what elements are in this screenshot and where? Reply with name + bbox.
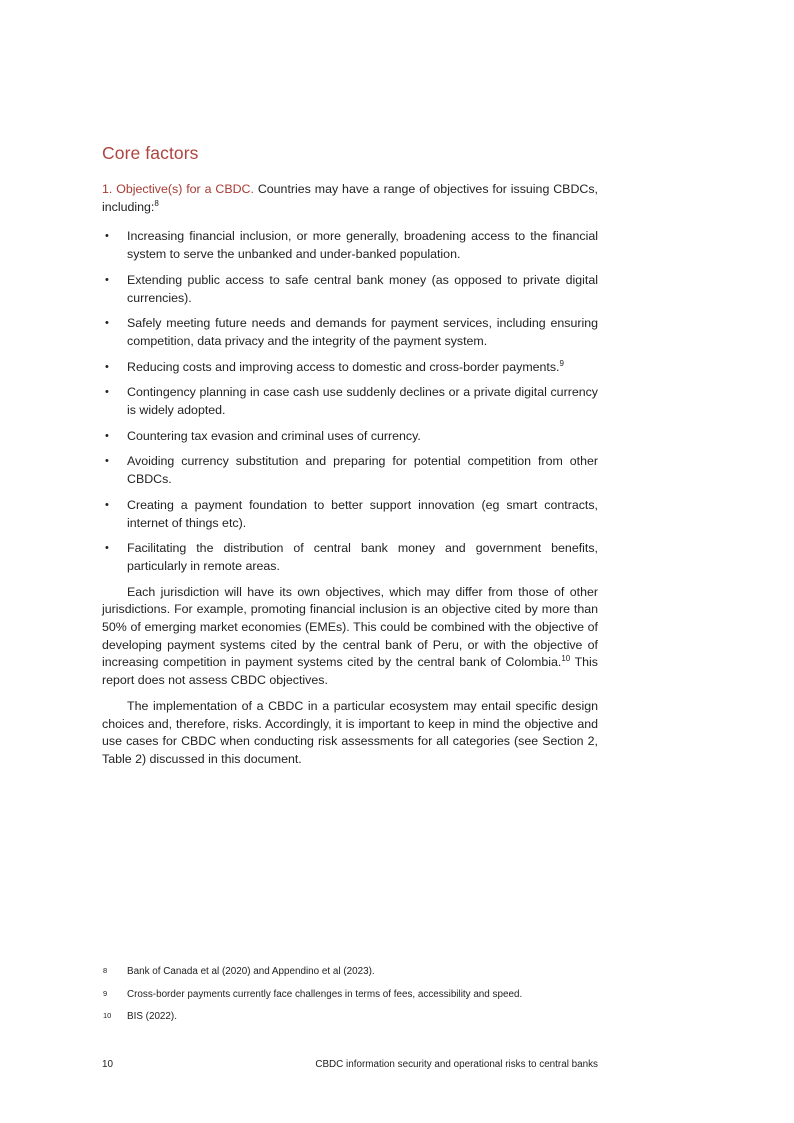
intro-text: Countries may have a range of objectives for issuing CBDCs, including: [102, 182, 598, 214]
objectives-list [102, 228, 598, 575]
page-content [102, 143, 598, 769]
footnote [102, 966, 598, 979]
footnote-text: Bank of Canada et al (2020) and Appendino et al (2023). [127, 966, 375, 977]
paragraph-text: This report does not assess CBDC objectives. [102, 655, 598, 688]
paragraph-implementation [102, 698, 598, 769]
bullet-text: Safely meeting future needs and demands for payment services, including ensuring competition, data privacy and the integrity of the payment system. [127, 316, 598, 348]
bullet-icon: • [105, 317, 109, 330]
footnote-text: Cross-border payments currently face challenges in terms of fees, accessibility and speed. [127, 988, 523, 1000]
footnote-ref-10: 10 [561, 654, 571, 664]
footnote [102, 989, 598, 1002]
footnote-number: 10 [103, 1011, 112, 1020]
paragraph-text: Each jurisdiction will have its own objectives, which may differ from those of other jurisdictions. For example, promoting financial inclusion is an objective cited by more than 50% of emerging market economies (EMEs). This could be combined with the objective of developing payment systems cited by the central bank of Peru, or with the objective of increasing competition in payment systems cited by the central bank of Colombia. [102, 584, 598, 670]
list-item [102, 428, 598, 446]
list-item [102, 497, 598, 532]
bullet-icon: • [105, 455, 109, 468]
list-item [102, 359, 598, 377]
footnote-text: BIS (2022). [127, 1011, 177, 1022]
bullet-icon: • [105, 498, 109, 511]
list-item [102, 453, 598, 488]
list-item [102, 315, 598, 350]
numbered-lead: 1. Objective(s) for a CBDC. [102, 182, 254, 196]
footnote-number: 9 [103, 988, 108, 998]
footnote-ref-9: 9 [559, 358, 564, 368]
list-item [102, 272, 598, 307]
list-item [102, 384, 598, 419]
paragraph-jurisdiction-objectives [102, 584, 598, 690]
list-item [102, 228, 598, 263]
bullet-text: Extending public access to safe central bank money (as opposed to private digital currencies). [127, 272, 598, 305]
paragraph-text: The implementation of a CBDC in a particular ecosystem may entail specific design choices and, therefore, risks. Accordingly, it is important to keep in mind the objective and use cases for CBDC when conducting risk assessments for all categories (see Section 2, Table 2) discussed in this document. [102, 698, 598, 766]
page-footer [102, 1059, 598, 1070]
bullet-text: Increasing financial inclusion, or more generally, broadening access to the financial system to serve the unbanked and under-banked population. [127, 229, 598, 262]
bullet-text: Creating a payment foundation to better support innovation (eg smart contracts, internet of things etc). [127, 497, 598, 530]
footnotes-block [102, 966, 598, 1034]
bullet-icon: • [105, 273, 109, 286]
list-item [102, 540, 598, 575]
bullet-text: Countering tax evasion and criminal uses of currency. [127, 428, 421, 443]
page-number: 10 [102, 1059, 113, 1070]
bullet-icon: • [105, 360, 109, 373]
bullet-icon: • [105, 429, 109, 442]
footnote-number: 8 [103, 966, 108, 975]
bullet-icon: • [105, 230, 109, 243]
intro-paragraph [102, 181, 598, 216]
bullet-text: Reducing costs and improving access to domestic and cross-border payments. [127, 359, 560, 374]
section-heading: Core factors [102, 143, 199, 163]
bullet-text: Facilitating the distribution of central bank money and government benefits, particularly in remote areas. [127, 541, 598, 573]
bullet-icon: • [105, 386, 109, 399]
bullet-text: Avoiding currency substitution and preparing for potential competition from other CBDCs. [127, 454, 598, 487]
bullet-icon: • [105, 542, 109, 555]
bullet-text: Contingency planning in case cash use suddenly declines or a private digital currency is widely adopted. [127, 385, 598, 418]
footnote [102, 1011, 598, 1024]
footnote-ref-8: 8 [154, 198, 159, 208]
running-title: CBDC information security and operational risks to central banks [315, 1059, 598, 1070]
